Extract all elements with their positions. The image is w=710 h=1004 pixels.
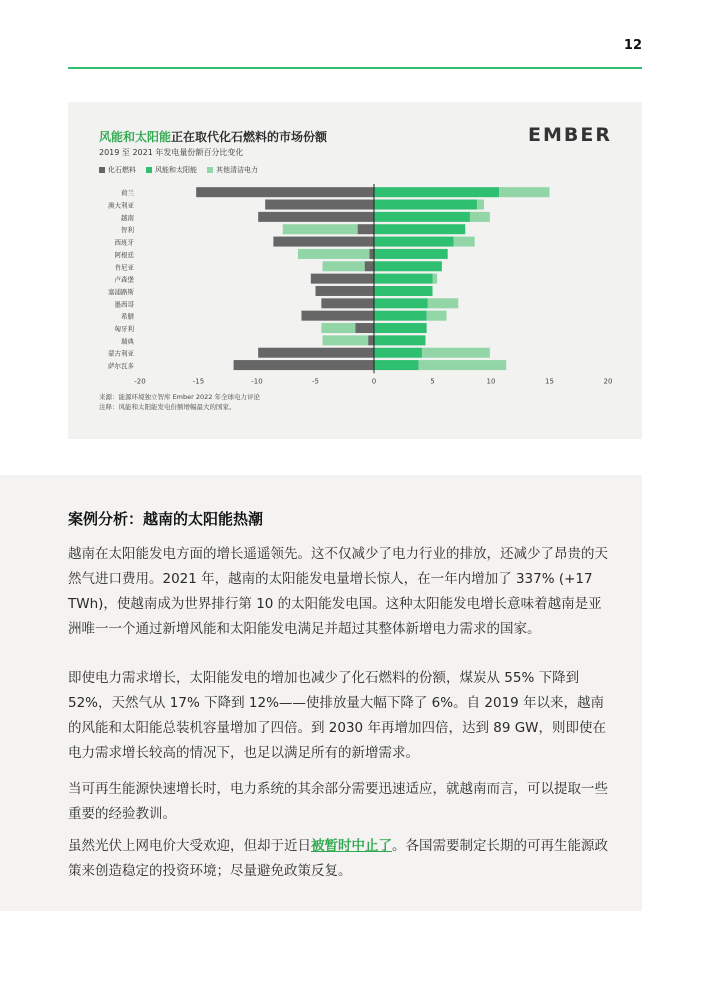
category-label: 塞浦路斯 <box>108 287 134 296</box>
x-tick-label: -15 <box>192 377 205 386</box>
bar-segment <box>258 348 374 358</box>
bar-segment <box>428 298 458 308</box>
x-tick-label: 15 <box>545 377 554 386</box>
legend-label-fossil: 化石燃料 <box>108 166 136 174</box>
category-label: 萨尔瓦多 <box>108 362 134 371</box>
chart-subtitle: 2019 至 2021 年发电量份额百分比变化 <box>99 148 244 157</box>
x-tick-label: 0 <box>371 377 377 386</box>
ember-logo: EMBER <box>528 124 612 146</box>
chart-source-note: 来源：能源环境独立智库 Ember 2022 年全球电力评论 <box>99 393 260 401</box>
bar-segment <box>374 286 433 296</box>
bar-segment <box>374 224 465 234</box>
case-study-heading: 案例分析：越南的太阳能热潮 <box>68 510 264 528</box>
bar-segment <box>374 261 442 271</box>
category-label: 智利 <box>121 226 134 235</box>
bar-segment <box>323 261 365 271</box>
bar-segment <box>374 298 428 308</box>
case-paragraph-2: 即使电力需求增长，太阳能发电的增加也减少了化石燃料的份额，煤炭从 55% 下降到 52%，天然气从 17% 下降到 12%——使排放量大幅下降了 6%。自 2019 年以来，越南的风能和太阳能总装机容量增加了四倍。到 2030 年再增加四倍，达到 89 GW，则即使在电力需求增长较高的情况下，也足以满足所有的新增需求。 <box>68 670 607 761</box>
bar-segment <box>368 335 374 345</box>
chart-title-rest: 正在取代化石燃料的市场份额 <box>171 130 328 144</box>
bar-segment <box>283 224 358 234</box>
bar-segment <box>374 249 448 259</box>
legend-item-fossil <box>99 165 136 175</box>
category-label: 蒙古利亚 <box>108 349 134 358</box>
chart-remark-note: 注释：风能和太阳能发电份额增幅最大的国家。 <box>99 403 236 411</box>
bar-segment <box>374 200 477 210</box>
bar-segment <box>374 311 427 321</box>
legend-swatch-fossil <box>99 167 105 173</box>
category-label: 瑞典 <box>121 337 134 346</box>
case-paragraph-4-after: 。各国需要制定长期的可再生能源政策来创造稳定的投资环境；尽量避免政策反复。 <box>68 838 608 879</box>
category-label: 阿根廷 <box>114 250 134 259</box>
category-label: 澳大利亚 <box>108 201 134 210</box>
legend-label-other-clean: 其他清洁电力 <box>216 166 258 174</box>
legend-swatch-wind-solar <box>146 167 152 173</box>
bar-segment <box>374 187 499 197</box>
bar-segment <box>316 286 375 296</box>
x-tick-label: -5 <box>312 377 319 386</box>
bar-segment <box>418 360 506 370</box>
suspended-link[interactable]: 被暂时中止了 <box>311 838 392 854</box>
bar-segment <box>374 237 454 247</box>
bar-segment <box>321 298 374 308</box>
chart-legend <box>99 165 258 175</box>
case-paragraph-4-before: 虽然光伏上网电价大受欢迎，但却于近日 <box>68 838 311 854</box>
bar-segment <box>374 348 422 358</box>
bar-segment <box>427 311 447 321</box>
case-paragraph-3: 当可再生能源快速增长时，电力系统的其余部分需要迅速适应，就越南而言，可以提取一些重要的经验教训。 <box>68 781 608 822</box>
category-label: 墨西哥 <box>114 300 134 309</box>
bar-segment <box>196 187 374 197</box>
bar-segment <box>358 224 374 234</box>
bar-segment <box>365 261 374 271</box>
bar-segment <box>470 212 490 222</box>
chart-title <box>99 128 327 145</box>
category-label: 肯尼亚 <box>114 263 134 272</box>
case-paragraph-1: 越南在太阳能发电方面的增长遥遥领先。这不仅减少了电力行业的排放，还减少了昂贵的天然气进口费用。2021 年，越南的太阳能发电量增长惊人，在一年内增加了 337% (+17 TWh)，使越南成为世界排行第 10 的太阳能发电国。这种太阳能发电增长意味着越南是亚洲唯一一个通过新增风能和太阳能发电满足并超过其整体新增电力需求的国家。 <box>68 546 608 637</box>
bar-segment <box>234 360 374 370</box>
bar-segment <box>355 323 374 333</box>
bar-segment <box>301 311 374 321</box>
bar-segment <box>454 237 475 247</box>
bar-segment <box>477 200 484 210</box>
page-number: 12 <box>623 38 642 53</box>
bar-segment <box>323 335 369 345</box>
bar-segment <box>374 360 418 370</box>
category-label: 卢森堡 <box>114 275 134 284</box>
bar-segment <box>374 274 433 284</box>
category-label: 匈牙利 <box>114 325 134 334</box>
bar-segment <box>298 249 369 259</box>
category-label: 荷兰 <box>121 189 134 198</box>
bar-segment <box>258 212 374 222</box>
legend-swatch-other-clean <box>207 167 213 173</box>
bar-chart <box>68 180 642 390</box>
bar-segment <box>311 274 374 284</box>
bar-segment <box>321 323 355 333</box>
chart-note <box>99 392 260 412</box>
bar-segment <box>422 348 490 358</box>
chart-title-highlight: 风能和太阳能 <box>99 130 172 144</box>
legend-item-wind-solar <box>146 165 197 175</box>
x-tick-label: -20 <box>134 377 146 386</box>
case-study-box <box>0 475 642 911</box>
category-label: 越南 <box>121 213 134 222</box>
x-tick-label: -10 <box>251 377 263 386</box>
legend-item-other-clean <box>207 165 258 175</box>
x-tick-label: 5 <box>430 377 435 386</box>
category-label: 西班牙 <box>114 238 134 247</box>
bar-segment <box>265 200 374 210</box>
legend-label-wind-solar: 风能和太阳能 <box>155 166 197 174</box>
bar-segment <box>499 187 549 197</box>
bar-segment <box>369 249 374 259</box>
bar-segment <box>433 274 438 284</box>
x-tick-label: 20 <box>603 377 613 386</box>
bar-segment <box>374 212 470 222</box>
bar-segment <box>374 323 427 333</box>
category-label: 希腊 <box>121 312 134 321</box>
case-paragraph-4 <box>68 834 613 884</box>
x-tick-label: 10 <box>486 377 496 386</box>
bar-segment <box>374 335 425 345</box>
header-rule <box>68 67 642 69</box>
chart-figure <box>68 102 642 439</box>
bar-segment <box>273 237 374 247</box>
